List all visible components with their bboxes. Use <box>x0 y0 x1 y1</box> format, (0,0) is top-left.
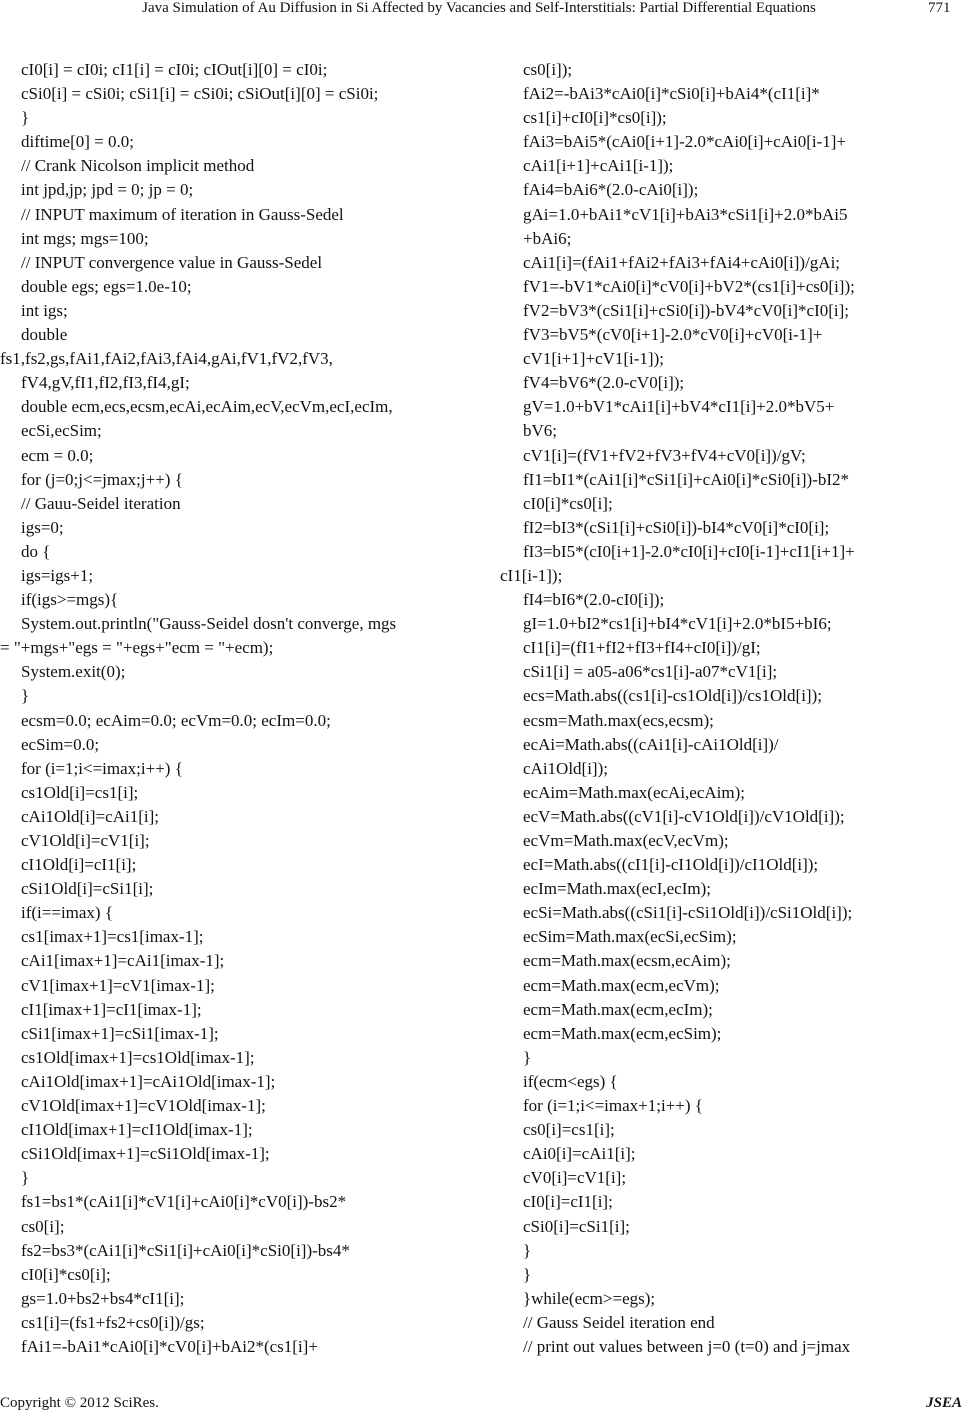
code-line: ecm=Math.max(ecm,ecSim); <box>523 1023 722 1043</box>
right-code-column <box>500 58 960 1359</box>
code-line: cI0[i]*cs0[i]; <box>21 1264 111 1284</box>
code-line: ecsm=0.0; ecAim=0.0; ecVm=0.0; ecIm=0.0; <box>21 710 331 730</box>
code-line: gAi=1.0+bAi1*cV1[i]+bAi3*cSi1[i]+2.0*bAi5 <box>523 204 848 224</box>
code-line: cs1Old[imax+1]=cs1Old[imax-1]; <box>21 1047 255 1067</box>
code-line: cV0[i]=cV1[i]; <box>523 1168 627 1188</box>
code-line: } <box>523 1264 532 1284</box>
running-header <box>0 0 964 26</box>
code-line: cV1Old[i]=cV1[i]; <box>21 831 150 850</box>
code-line: cV1[imax+1]=cV1[imax-1]; <box>21 975 215 995</box>
code-line: cs0[i]); <box>523 60 573 79</box>
left-code-column <box>0 58 470 1359</box>
code-line: gs=1.0+bs2+bs4*cI1[i]; <box>21 1288 185 1308</box>
code-line: double egs; egs=1.0e-10; <box>21 276 192 296</box>
code-line: fI1=bI1*(cAi1[i]*cSi1[i]+cAi0[i]*cSi0[i])-bI2* <box>523 469 850 489</box>
code-line: fV1=-bV1*cAi0[i]*cV0[i]+bV2*(cs1[i]+cs0[i]); <box>523 276 855 296</box>
code-line: cAi1Old[i]=cAi1[i]; <box>21 806 159 826</box>
code-line: ecSi=Math.abs((cSi1[i]-cSi1Old[i])/cSi1Old[i]); <box>523 903 853 923</box>
code-line: ecAi=Math.abs((cAi1[i]-cAi1Old[i])/ <box>523 734 779 754</box>
code-line: for (j=0;j<=jmax;j++) { <box>21 469 183 489</box>
code-line: System.exit(0); <box>21 662 126 682</box>
code-line: igs=igs+1; <box>21 565 94 585</box>
code-line: ecAim=Math.max(ecAi,ecAim); <box>523 782 746 802</box>
code-line: } <box>523 1047 532 1067</box>
code-line: cs0[i]; <box>21 1216 65 1236</box>
code-line: for (i=1;i<=imax+1;i++) { <box>523 1096 703 1116</box>
code-line: int jpd,jp; jpd = 0; jp = 0; <box>21 180 194 200</box>
code-line: ecm=Math.max(ecm,ecIm); <box>523 999 713 1019</box>
code-line: ecSim=0.0; <box>21 734 100 754</box>
code-line: cV1Old[imax+1]=cV1Old[imax-1]; <box>21 1096 266 1116</box>
code-line: double ecm,ecs,ecsm,ecAi,ecAim,ecV,ecVm,ecI,ecIm, <box>21 397 393 417</box>
code-line: cs0[i]=cs1[i]; <box>523 1120 615 1140</box>
page-number: 771 <box>928 0 951 16</box>
code-line: } <box>21 1168 30 1188</box>
code-line: fAi2=-bAi3*cAi0[i]*cSi0[i]+bAi4*(cI1[i]* <box>523 84 820 104</box>
code-line: gV=1.0+bV1*cAi1[i]+bV4*cI1[i]+2.0*bV5+ <box>523 397 835 417</box>
code-line: cAi1Old[i]); <box>523 758 608 778</box>
code-line: fV4,gV,fI1,fI2,fI3,fI4,gI; <box>21 373 190 393</box>
code-line: int igs; <box>21 300 68 320</box>
journal-abbrev: JSEA <box>926 1395 962 1411</box>
code-line: ecSi,ecSim; <box>21 421 102 441</box>
running-title: Java Simulation of Au Diffusion in Si Affected by Vacancies and Self-Interstitials: Partial Differential Equations <box>142 0 816 16</box>
code-line: bV6; <box>523 421 557 441</box>
code-line: cSi1[imax+1]=cSi1[imax-1]; <box>21 1023 219 1043</box>
code-line: System.out.println("Gauss-Seidel dosn't converge, mgs <box>21 614 397 634</box>
code-line: cAi1[i+1]+cAi1[i-1]); <box>523 156 674 176</box>
code-line: fI4=bI6*(2.0-cI0[i]); <box>523 590 665 610</box>
code-line: if(igs>=mgs){ <box>21 590 119 610</box>
code-line: cI1[i]=(fI1+fI2+fI3+fI4+cI0[i])/gI; <box>523 638 761 658</box>
code-line: +bAi6; <box>523 228 572 248</box>
code-line: ecm=Math.max(ecm,ecVm); <box>523 975 720 995</box>
code-line: cI0[i]=cI1[i]; <box>523 1192 613 1212</box>
code-line: fV2=bV3*(cSi1[i]+cSi0[i])-bV4*cV0[i]*cI0[i]; <box>523 300 850 320</box>
code-line: } <box>21 686 30 706</box>
code-line: cSi1Old[imax+1]=cSi1Old[imax-1]; <box>21 1144 270 1164</box>
copyright-notice: Copyright © 2012 SciRes. <box>0 1395 159 1411</box>
code-line: cs1[i]+cI0[i]*cs0[i]); <box>523 108 667 128</box>
code-line: } <box>523 1240 532 1260</box>
code-line: = "+mgs+"egs = "+egs+"ecm = "+ecm); <box>0 638 274 658</box>
code-line: int mgs; mgs=100; <box>21 228 149 248</box>
code-line: if(i==imax) { <box>21 903 114 923</box>
code-line: ecsm=Math.max(ecs,ecsm); <box>523 710 714 730</box>
code-line: fV3=bV5*(cV0[i+1]-2.0*cV0[i]+cV0[i-1]+ <box>523 325 823 345</box>
code-line: fAi4=bAi6*(2.0-cAi0[i]); <box>523 180 699 200</box>
code-line: ecIm=Math.max(ecI,ecIm); <box>523 879 711 899</box>
code-line: cV1[i]=(fV1+fV2+fV3+fV4+cV0[i])/gV; <box>523 445 806 465</box>
code-line: for (i=1;i<=imax;i++) { <box>21 758 183 778</box>
code-line: cs1[i]=(fs1+fs2+cs0[i])/gs; <box>21 1312 205 1332</box>
code-line: igs=0; <box>21 517 64 537</box>
code-line: cSi0[i] = cSi0i; cSi1[i] = cSi0i; cSiOut[i][0] = cSi0i; <box>21 84 379 104</box>
code-line: double <box>21 325 68 345</box>
code-line: cSi0[i]=cSi1[i]; <box>523 1216 630 1236</box>
code-line: cI0[i] = cI0i; cI1[i] = cI0i; cIOut[i][0] = cI0i; <box>21 60 328 79</box>
code-line: // INPUT convergence value in Gauss-Sedel <box>21 252 323 272</box>
code-line: cAi1Old[imax+1]=cAi1Old[imax-1]; <box>21 1071 276 1091</box>
code-line: fs2=bs3*(cAi1[i]*cSi1[i]+cAi0[i]*cSi0[i])-bs4* <box>21 1240 350 1260</box>
code-line: ecm = 0.0; <box>21 445 94 465</box>
code-line: cI1[i-1]); <box>500 565 563 585</box>
code-line: ecm=Math.max(ecsm,ecAim); <box>523 951 731 971</box>
page-footer <box>0 1395 964 1415</box>
code-line: gI=1.0+bI2*cs1[i]+bI4*cV1[i]+2.0*bI5+bI6; <box>523 614 832 634</box>
code-line: ecs=Math.abs((cs1[i]-cs1Old[i])/cs1Old[i]); <box>523 686 822 706</box>
code-line: cSi1Old[i]=cSi1[i]; <box>21 879 154 899</box>
code-line: cs1[imax+1]=cs1[imax-1]; <box>21 927 204 947</box>
code-line: do { <box>21 541 51 561</box>
code-line: fAi3=bAi5*(cAi0[i+1]-2.0*cAi0[i]+cAi0[i-1]+ <box>523 132 847 152</box>
code-line: if(ecm<egs) { <box>523 1071 618 1091</box>
code-line: ecVm=Math.max(ecV,ecVm); <box>523 831 729 850</box>
code-line: cAi1[i]=(fAi1+fAi2+fAi3+fAi4+cAi0[i])/gAi; <box>523 252 841 272</box>
code-line: fI3=bI5*(cI0[i+1]-2.0*cI0[i]+cI0[i-1]+cI1[i+1]+ <box>523 541 855 561</box>
code-line: // Crank Nicolson implicit method <box>21 156 255 176</box>
code-line: // Gauu-Seidel iteration <box>21 493 181 513</box>
code-line: cAi0[i]=cAi1[i]; <box>523 1144 636 1164</box>
code-line: } <box>21 108 30 128</box>
code-line: cV1[i+1]+cV1[i-1]); <box>523 349 664 369</box>
code-line: cAi1[imax+1]=cAi1[imax-1]; <box>21 951 225 971</box>
code-line: cs1Old[i]=cs1[i]; <box>21 782 139 802</box>
code-line: fI2=bI3*(cSi1[i]+cSi0[i])-bI4*cV0[i]*cI0[i]; <box>523 517 830 537</box>
code-line: // Gauss Seidel iteration end <box>523 1312 715 1332</box>
code-line: // print out values between j=0 (t=0) and j=jmax <box>523 1336 851 1356</box>
code-line: fAi1=-bAi1*cAi0[i]*cV0[i]+bAi2*(cs1[i]+ <box>21 1336 318 1356</box>
code-line: cI1[imax+1]=cI1[imax-1]; <box>21 999 202 1019</box>
code-line: ecI=Math.abs((cI1[i]-cI1Old[i])/cI1Old[i]); <box>523 855 819 875</box>
code-line: fs1,fs2,gs,fAi1,fAi2,fAi3,fAi4,gAi,fV1,fV2,fV3, <box>0 349 333 369</box>
code-line: ecV=Math.abs((cV1[i]-cV1Old[i])/cV1Old[i]); <box>523 806 845 826</box>
code-line: fV4=bV6*(2.0-cV0[i]); <box>523 373 685 393</box>
code-line: cI0[i]*cs0[i]; <box>523 493 613 513</box>
code-line: fs1=bs1*(cAi1[i]*cV1[i]+cAi0[i]*cV0[i])-bs2* <box>21 1192 347 1212</box>
code-line: // INPUT maximum of iteration in Gauss-Sedel <box>21 204 344 224</box>
code-line: ecSim=Math.max(ecSi,ecSim); <box>523 927 737 947</box>
code-line: cSi1[i] = a05-a06*cs1[i]-a07*cV1[i]; <box>523 662 778 682</box>
code-line: cI1Old[i]=cI1[i]; <box>21 855 137 875</box>
code-line: diftime[0] = 0.0; <box>21 132 134 152</box>
code-line: }while(ecm>=egs); <box>523 1288 656 1308</box>
code-line: cI1Old[imax+1]=cI1Old[imax-1]; <box>21 1120 253 1140</box>
